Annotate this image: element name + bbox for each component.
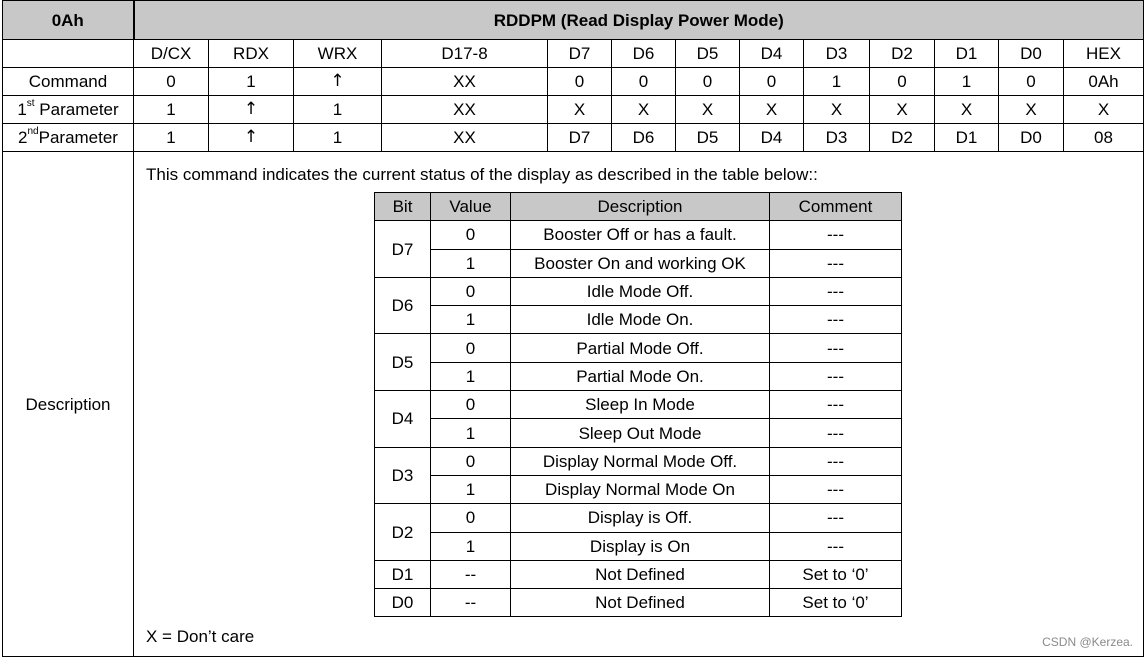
comment-cell: ---	[770, 362, 902, 390]
bit-cell: D5	[375, 334, 431, 391]
value-cell: 0	[431, 504, 511, 532]
column-header: D0	[999, 40, 1064, 68]
bit-description-cell: Display is Off.	[511, 504, 770, 532]
table-cell: 0Ah	[1064, 68, 1144, 96]
column-header: WRX	[294, 40, 382, 68]
column-header: D5	[676, 40, 740, 68]
first-parameter-row	[3, 96, 1144, 124]
header-row	[3, 1, 1144, 40]
bit-description-cell: Display is On	[511, 532, 770, 560]
column-header: D17-8	[382, 40, 548, 68]
table-cell: ↑	[209, 96, 294, 124]
value-cell: 1	[431, 532, 511, 560]
table-cell: 0	[999, 68, 1064, 96]
second-parameter-row	[3, 124, 1144, 152]
row-label-text: 1	[17, 100, 27, 119]
bit-description-cell: Partial Mode On.	[511, 362, 770, 390]
table-cell: X	[676, 96, 740, 124]
table-cell: ↑	[209, 124, 294, 152]
bit-cell: D0	[375, 589, 431, 617]
bit-cell: D2	[375, 504, 431, 561]
table-cell: D0	[999, 124, 1064, 152]
bit-table-row	[375, 391, 902, 419]
table-cell: X	[548, 96, 612, 124]
table-cell: 08	[1064, 124, 1144, 152]
column-header: D2	[870, 40, 935, 68]
bit-table-row	[375, 334, 902, 362]
bit-description-cell: Idle Mode On.	[511, 306, 770, 334]
column-header: D3	[804, 40, 870, 68]
comment-cell: Set to ‘0’	[770, 560, 902, 588]
bit-description-cell: Partial Mode Off.	[511, 334, 770, 362]
table-cell: X	[804, 96, 870, 124]
bit-table-body	[375, 193, 902, 617]
bit-table-row	[375, 447, 902, 475]
bit-description-cell: Display Normal Mode On	[511, 475, 770, 503]
table-cell: 0	[870, 68, 935, 96]
command-code: 0Ah	[3, 1, 134, 40]
bit-table-row	[375, 419, 902, 447]
bit-cell: D1	[375, 560, 431, 588]
column-header: D6	[612, 40, 676, 68]
column-header: D/CX	[134, 40, 209, 68]
table-cell: ↑	[294, 68, 382, 96]
value-cell: 1	[431, 306, 511, 334]
column-header: D7	[548, 40, 612, 68]
bit-table-row	[375, 560, 902, 588]
description-label: Description	[3, 152, 134, 657]
column-header: D1	[935, 40, 999, 68]
bit-description-cell: Idle Mode Off.	[511, 277, 770, 305]
table-cell: 0	[134, 68, 209, 96]
value-cell: 0	[431, 447, 511, 475]
bit-table-row	[375, 306, 902, 334]
column-header-row	[3, 40, 1144, 68]
command-spec-table	[2, 0, 1144, 657]
bit-cell: D4	[375, 391, 431, 448]
bit-description-cell: Sleep Out Mode	[511, 419, 770, 447]
table-cell: 0	[740, 68, 804, 96]
table-cell: X	[740, 96, 804, 124]
value-cell: --	[431, 589, 511, 617]
bit-cell: D7	[375, 221, 431, 278]
value-cell: 0	[431, 334, 511, 362]
row-label	[3, 68, 134, 96]
command-title: RDDPM (Read Display Power Mode)	[134, 1, 1144, 40]
row-label-suffix: Parameter	[38, 128, 118, 147]
bit-description-cell: Sleep In Mode	[511, 391, 770, 419]
table-cell: 1	[134, 124, 209, 152]
bit-cell: D3	[375, 447, 431, 504]
value-cell: --	[431, 560, 511, 588]
table-cell: 0	[676, 68, 740, 96]
comment-cell: ---	[770, 447, 902, 475]
command-row	[3, 68, 1144, 96]
row-label	[3, 96, 134, 124]
table-cell: 1	[294, 124, 382, 152]
bit-table-header: Bit	[375, 193, 431, 221]
column-header: HEX	[1064, 40, 1144, 68]
bit-description-cell: Not Defined	[511, 589, 770, 617]
table-cell: D7	[548, 124, 612, 152]
row-label-text: Command	[28, 72, 108, 91]
bit-table-row	[375, 589, 902, 617]
table-cell: XX	[382, 68, 548, 96]
bit-table-row	[375, 249, 902, 277]
value-cell: 0	[431, 277, 511, 305]
comment-cell: ---	[770, 532, 902, 560]
row-label-text: 2	[18, 128, 28, 147]
table-cell: X	[612, 96, 676, 124]
table-cell: X	[1064, 96, 1144, 124]
description-intro: This command indicates the current status of the display as described in the table below::	[146, 165, 818, 184]
bit-table-row	[375, 532, 902, 560]
table-cell: X	[999, 96, 1064, 124]
table-cell: D4	[740, 124, 804, 152]
bit-description-cell: Booster On and working OK	[511, 249, 770, 277]
bit-description-cell: Not Defined	[511, 560, 770, 588]
comment-cell: ---	[770, 277, 902, 305]
table-cell: XX	[382, 96, 548, 124]
bit-table-header: Comment	[770, 193, 902, 221]
bit-table-row	[375, 504, 902, 532]
row-label	[3, 124, 134, 152]
bit-table-header: Value	[431, 193, 511, 221]
table-cell: 0	[548, 68, 612, 96]
empty-corner-cell	[3, 40, 134, 68]
comment-cell: ---	[770, 221, 902, 249]
table-cell: 1	[209, 68, 294, 96]
table-cell: D5	[676, 124, 740, 152]
comment-cell: ---	[770, 391, 902, 419]
table-cell: 1	[935, 68, 999, 96]
comment-cell: ---	[770, 475, 902, 503]
bit-table-row	[375, 362, 902, 390]
value-cell: 1	[431, 249, 511, 277]
column-header: D4	[740, 40, 804, 68]
bit-definition-table	[374, 192, 902, 617]
value-cell: 1	[431, 362, 511, 390]
bit-table-header: Description	[511, 193, 770, 221]
comment-cell: ---	[770, 419, 902, 447]
row-label-suffix: Parameter	[34, 100, 119, 119]
description-row	[3, 152, 1144, 657]
table-cell: 1	[804, 68, 870, 96]
table-cell: D3	[804, 124, 870, 152]
value-cell: 0	[431, 391, 511, 419]
value-cell: 0	[431, 221, 511, 249]
comment-cell: ---	[770, 249, 902, 277]
table-cell: D2	[870, 124, 935, 152]
table-cell: D6	[612, 124, 676, 152]
comment-cell: ---	[770, 306, 902, 334]
bit-description-cell: Display Normal Mode Off.	[511, 447, 770, 475]
comment-cell: ---	[770, 504, 902, 532]
comment-cell: Set to ‘0’	[770, 589, 902, 617]
value-cell: 1	[431, 475, 511, 503]
row-label-superscript: st	[26, 98, 35, 109]
column-header: RDX	[209, 40, 294, 68]
bit-table-row	[375, 475, 902, 503]
bit-table-row	[375, 277, 902, 305]
table-cell: 1	[294, 96, 382, 124]
description-content	[134, 152, 1144, 657]
table-cell: D1	[935, 124, 999, 152]
watermark: CSDN @Kerzea.	[1042, 635, 1133, 649]
value-cell: 1	[431, 419, 511, 447]
bit-description-cell: Booster Off or has a fault.	[511, 221, 770, 249]
table-cell: 0	[612, 68, 676, 96]
comment-cell: ---	[770, 334, 902, 362]
bit-table-row	[375, 221, 902, 249]
table-cell: XX	[382, 124, 548, 152]
bit-cell: D6	[375, 277, 431, 334]
row-label-superscript: nd	[27, 126, 39, 137]
dont-care-footnote: X = Don’t care	[146, 627, 255, 646]
table-cell: X	[935, 96, 999, 124]
table-cell: X	[870, 96, 935, 124]
bit-table-header-row	[375, 193, 902, 221]
table-cell: 1	[134, 96, 209, 124]
